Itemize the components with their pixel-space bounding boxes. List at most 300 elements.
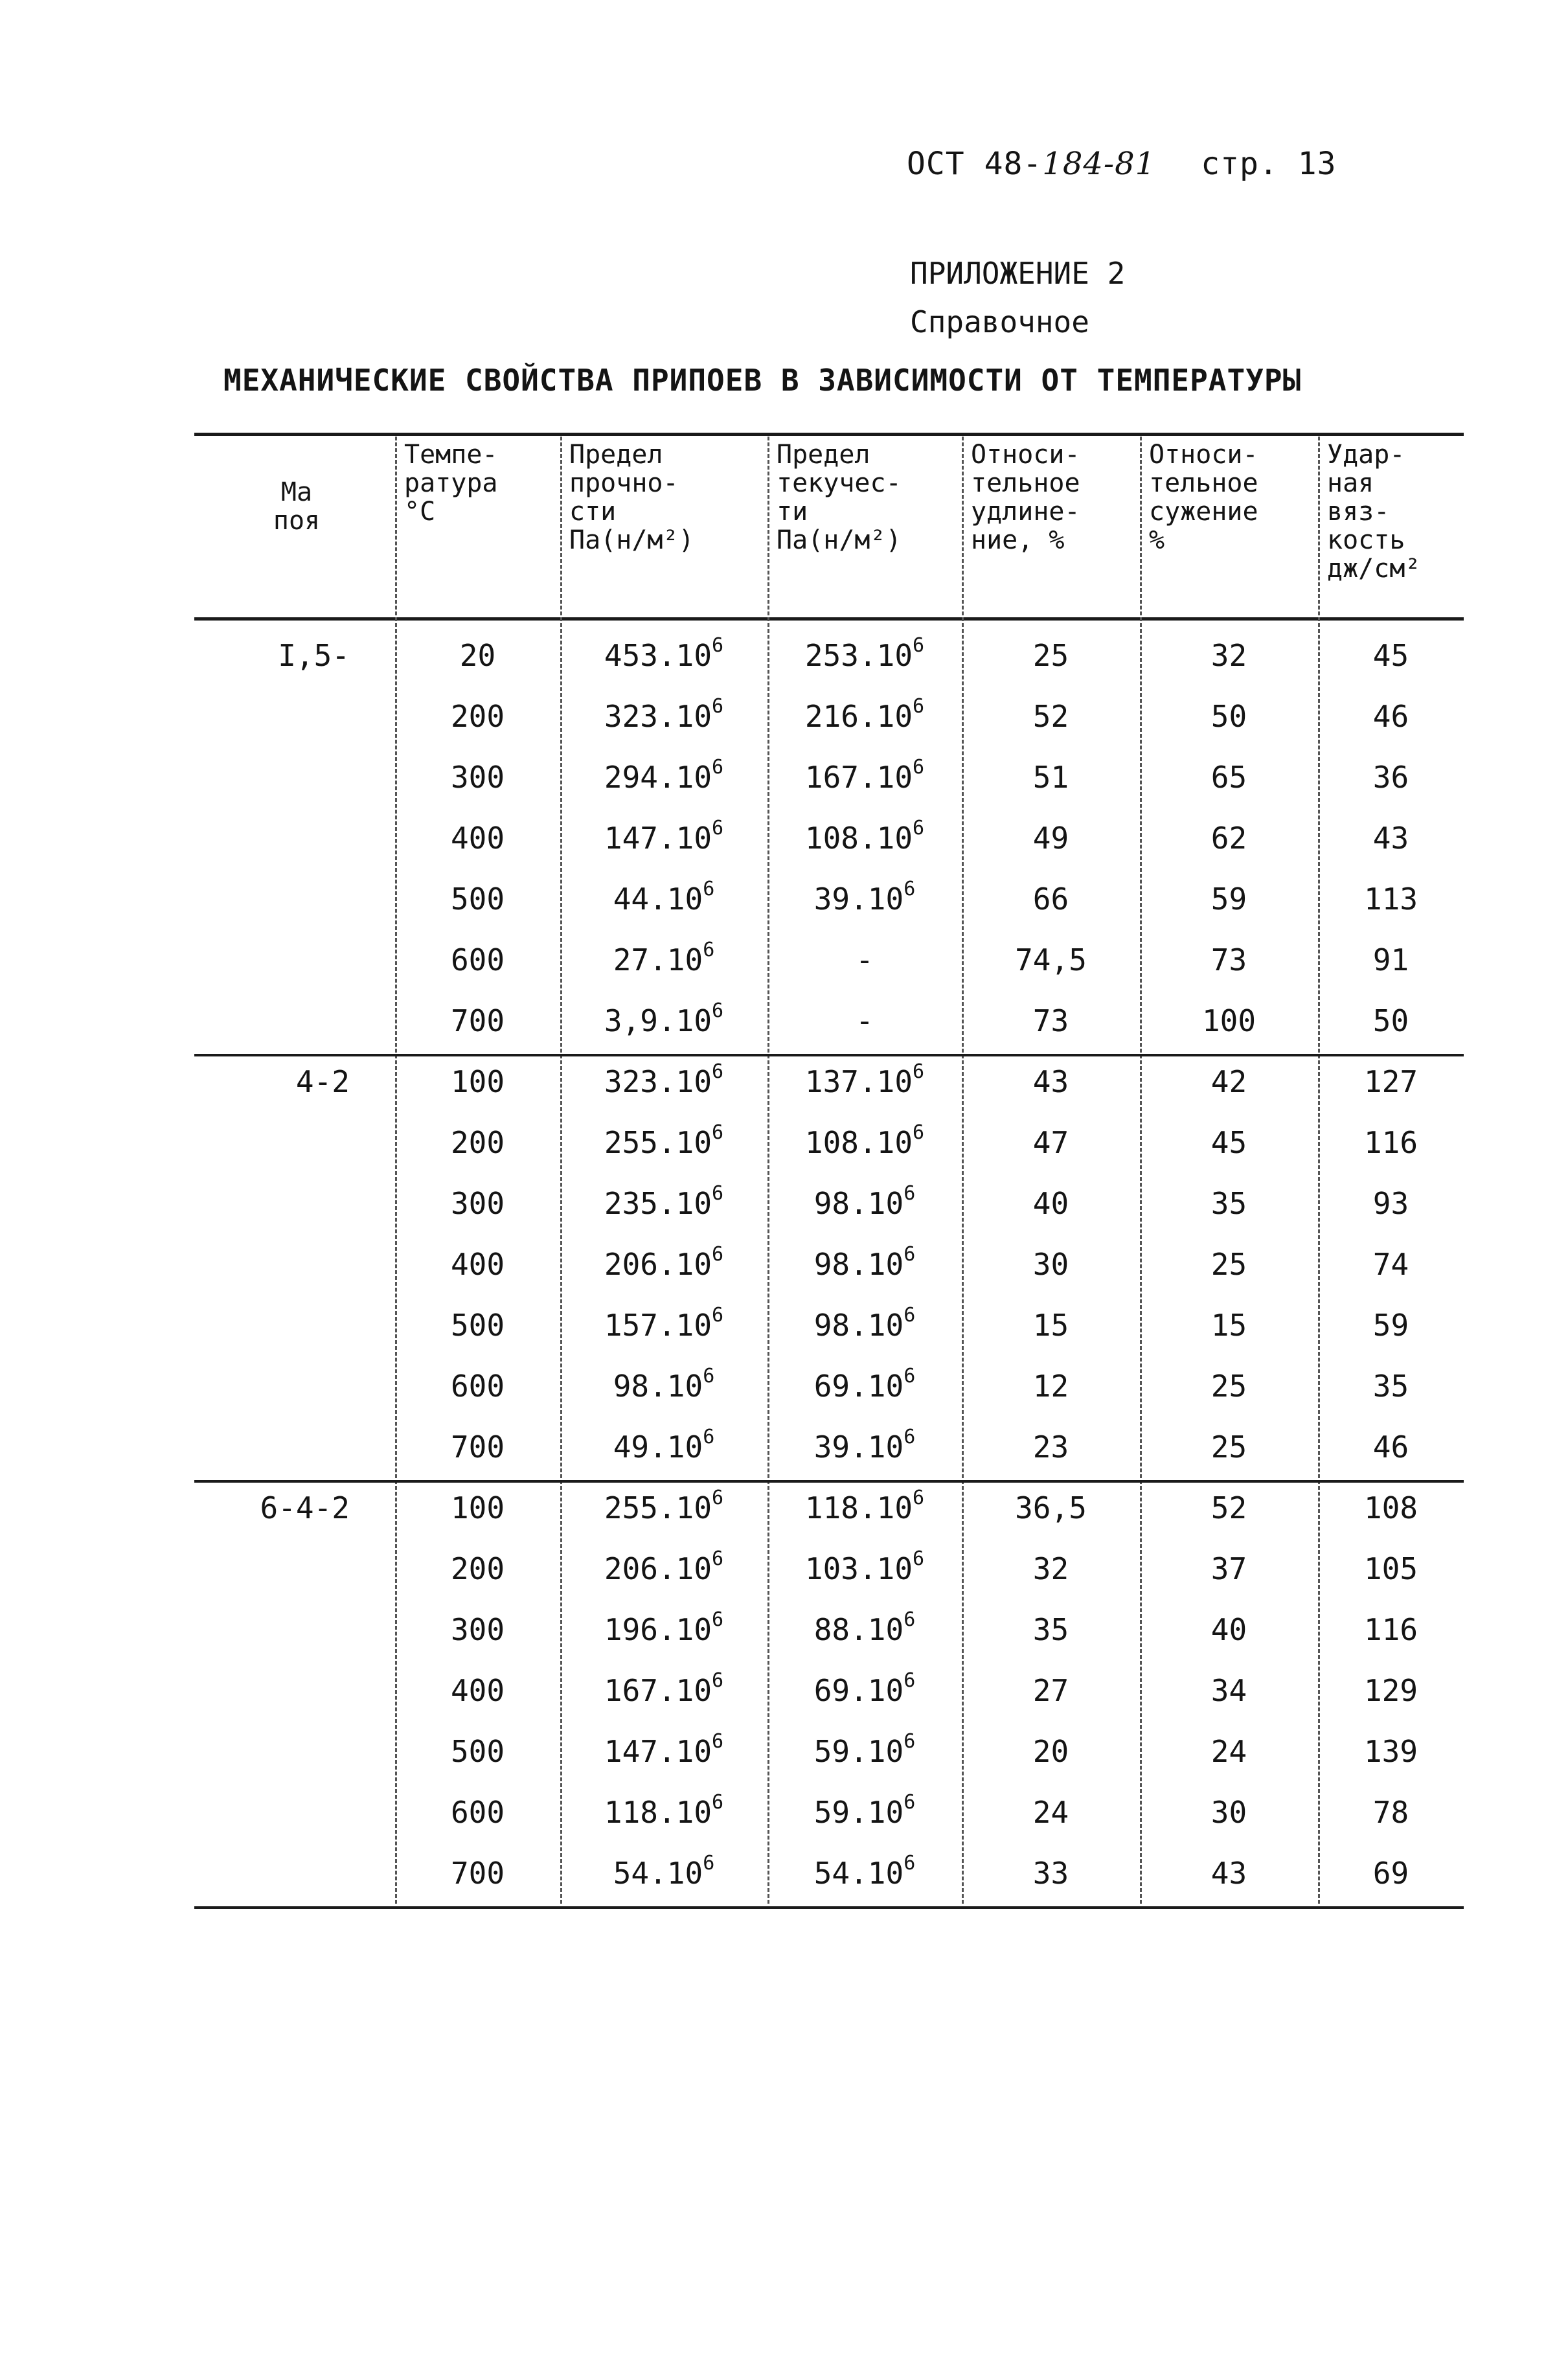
- column-header: [971, 440, 1135, 554]
- strength-cell: [560, 1782, 767, 1843]
- yield-cell: [767, 990, 962, 1051]
- impact-toughness-cell-value: 35: [1372, 1369, 1409, 1404]
- strength-cell: [560, 1417, 767, 1477]
- impact-toughness-cell-value: 74: [1372, 1247, 1409, 1282]
- elongation-cell-value: 27: [1032, 1673, 1069, 1708]
- strength-cell: [560, 808, 767, 869]
- strength-cell-value: 3,9.10: [604, 1003, 712, 1038]
- yield-cell: [767, 1660, 962, 1721]
- contraction-cell-value: 100: [1201, 1003, 1256, 1038]
- column-header-line: поя: [273, 506, 321, 536]
- temperature-cell-value: 400: [450, 821, 505, 856]
- yield-cell: [767, 1112, 962, 1173]
- appendix-label: ПРИЛОЖЕНИЕ 2: [910, 256, 1126, 291]
- column-header-line: Па(н/м²): [569, 525, 694, 555]
- contraction-cell: [1140, 808, 1318, 869]
- temperature-cell-value: 20: [459, 638, 496, 673]
- yield-cell-value: 54.10: [813, 1856, 904, 1891]
- impact-toughness-cell-value: 59: [1372, 1308, 1409, 1343]
- temperature-cell: [395, 625, 560, 686]
- yield-cell-value: 167.10: [804, 760, 913, 795]
- contraction-cell: [1140, 625, 1318, 686]
- temperature-cell: [395, 686, 560, 747]
- impact-toughness-cell: [1318, 929, 1464, 990]
- impact-toughness-cell: [1318, 1417, 1464, 1477]
- impact-toughness-cell-value: 116: [1363, 1125, 1418, 1160]
- yield-cell: [767, 1417, 962, 1477]
- temperature-cell: [395, 869, 560, 929]
- strength-cell: [560, 1356, 767, 1417]
- elongation-cell: [962, 1417, 1140, 1477]
- contraction-cell-value: 42: [1210, 1064, 1247, 1099]
- temperature-cell-value: 300: [450, 1186, 505, 1221]
- elongation-cell: [962, 1234, 1140, 1295]
- temperature-cell: [395, 1477, 560, 1538]
- column-header-line: ние, %: [971, 525, 1065, 555]
- temperature-cell-value: 200: [450, 1551, 505, 1586]
- strength-cell: [560, 1295, 767, 1356]
- temperature-cell: [395, 1417, 560, 1477]
- exponent: 6: [703, 1426, 715, 1448]
- impact-toughness-cell-value: 108: [1363, 1490, 1418, 1525]
- temperature-cell: [395, 990, 560, 1051]
- elongation-cell: [962, 1112, 1140, 1173]
- column-header-line: %: [1149, 525, 1165, 555]
- column-header-line: удлине-: [971, 497, 1080, 527]
- impact-toughness-cell-value: 93: [1372, 1186, 1409, 1221]
- elongation-cell-value: 25: [1032, 638, 1069, 673]
- exponent: 6: [913, 634, 925, 657]
- strength-cell: [560, 686, 767, 747]
- temperature-cell-value: 200: [450, 1125, 505, 1160]
- elongation-cell-value: 12: [1032, 1369, 1069, 1404]
- temperature-cell-value: 700: [450, 1856, 505, 1891]
- contraction-cell: [1140, 1599, 1318, 1660]
- strength-cell: [560, 990, 767, 1051]
- column-header: [1149, 440, 1313, 554]
- exponent: 6: [903, 1730, 916, 1753]
- exponent: 6: [913, 695, 925, 718]
- strength-cell: [560, 1173, 767, 1234]
- temperature-cell-value: 300: [450, 1612, 505, 1647]
- strength-cell: [560, 1721, 767, 1782]
- impact-toughness-cell: [1318, 1538, 1464, 1599]
- strength-cell: [560, 1234, 767, 1295]
- column-header-line: Предел: [777, 440, 870, 470]
- strength-cell-value: 255.10: [604, 1490, 712, 1525]
- elongation-cell-value: 36,5: [1015, 1490, 1087, 1525]
- exponent: 6: [712, 1791, 724, 1814]
- impact-toughness-cell: [1318, 1173, 1464, 1234]
- alloy-name: 6-4-2: [260, 1490, 350, 1525]
- elongation-cell: [962, 747, 1140, 808]
- contraction-cell-value: 37: [1210, 1551, 1247, 1586]
- strength-cell-value: 294.10: [604, 760, 712, 795]
- temperature-cell: [395, 1356, 560, 1417]
- yield-cell-value: 98.10: [813, 1308, 904, 1343]
- yield-cell: [767, 1173, 962, 1234]
- header-rule: [194, 617, 1464, 621]
- temperature-cell-value: 700: [450, 1003, 505, 1038]
- yield-cell-value: 98.10: [813, 1186, 904, 1221]
- impact-toughness-cell-value: 46: [1372, 1430, 1409, 1465]
- column-header: [203, 478, 390, 535]
- exponent: 6: [703, 878, 715, 900]
- contraction-cell: [1140, 1295, 1318, 1356]
- yield-cell: [767, 625, 962, 686]
- contraction-cell-value: 62: [1210, 821, 1247, 856]
- elongation-cell: [962, 1599, 1140, 1660]
- yield-cell-value: 39.10: [813, 1430, 904, 1465]
- strength-cell-value: 323.10: [604, 1064, 712, 1099]
- exponent: 6: [913, 1121, 925, 1144]
- strength-cell-value: 157.10: [604, 1308, 712, 1343]
- column-header-line: ти: [777, 497, 808, 527]
- column-header-line: Предел: [569, 440, 663, 470]
- exponent: 6: [903, 1182, 916, 1205]
- temperature-cell: [395, 1782, 560, 1843]
- strength-cell-value: 147.10: [604, 821, 712, 856]
- contraction-cell-value: 43: [1210, 1856, 1247, 1891]
- impact-toughness-cell-value: 69: [1372, 1856, 1409, 1891]
- impact-toughness-cell-value: 116: [1363, 1612, 1418, 1647]
- column-header-line: ная: [1327, 468, 1374, 498]
- column-header-line: вяз-: [1327, 497, 1390, 527]
- elongation-cell: [962, 1843, 1140, 1904]
- column-header-line: сти: [569, 497, 617, 527]
- contraction-cell: [1140, 747, 1318, 808]
- reference-label: Справочное: [910, 304, 1089, 339]
- impact-toughness-cell-value: 105: [1363, 1551, 1418, 1586]
- exponent: 6: [712, 1487, 724, 1509]
- exponent: 6: [712, 634, 724, 657]
- strength-cell-value: 49.10: [613, 1430, 703, 1465]
- strength-cell: [560, 747, 767, 808]
- contraction-cell: [1140, 1234, 1318, 1295]
- column-header-line: Относи-: [971, 440, 1080, 470]
- temperature-cell-value: 500: [450, 1734, 505, 1769]
- yield-cell: [767, 1599, 962, 1660]
- impact-toughness-cell-value: 36: [1372, 760, 1409, 795]
- contraction-cell: [1140, 929, 1318, 990]
- exponent: 6: [903, 1608, 916, 1631]
- column-header-line: кость: [1327, 525, 1405, 555]
- column-header-line: тельное: [971, 468, 1080, 498]
- strength-cell-value: 235.10: [604, 1186, 712, 1221]
- temperature-cell-value: 600: [450, 1369, 505, 1404]
- contraction-cell: [1140, 1112, 1318, 1173]
- group-rule: [194, 1906, 1464, 1909]
- exponent: 6: [712, 1121, 724, 1144]
- elongation-cell-value: 33: [1032, 1856, 1069, 1891]
- column-header: [1327, 440, 1459, 583]
- column-header-line: Удар-: [1327, 440, 1405, 470]
- contraction-cell: [1140, 1721, 1318, 1782]
- exponent: 6: [712, 695, 724, 718]
- exponent: 6: [712, 1304, 724, 1327]
- elongation-cell-value: 66: [1032, 882, 1069, 917]
- exponent: 6: [903, 878, 916, 900]
- elongation-cell: [962, 1051, 1140, 1112]
- impact-toughness-cell-value: 46: [1372, 699, 1409, 734]
- impact-toughness-cell: [1318, 1782, 1464, 1843]
- temperature-cell: [395, 929, 560, 990]
- yield-cell-value: 108.10: [804, 821, 913, 856]
- yield-cell-value: 88.10: [813, 1612, 904, 1647]
- elongation-cell-value: 40: [1032, 1186, 1069, 1221]
- strength-cell-value: 255.10: [604, 1125, 712, 1160]
- elongation-cell: [962, 1477, 1140, 1538]
- contraction-cell-value: 35: [1210, 1186, 1247, 1221]
- strength-cell-value: 196.10: [604, 1612, 712, 1647]
- exponent: 6: [903, 1365, 916, 1387]
- strength-cell-value: 54.10: [613, 1856, 703, 1891]
- impact-toughness-cell: [1318, 1295, 1464, 1356]
- temperature-cell: [395, 808, 560, 869]
- column-header-line: сужение: [1149, 497, 1258, 527]
- contraction-cell: [1140, 1477, 1318, 1538]
- yield-cell-value: -: [856, 942, 874, 977]
- temperature-cell: [395, 1051, 560, 1112]
- temperature-cell: [395, 1295, 560, 1356]
- temperature-cell: [395, 747, 560, 808]
- elongation-cell-value: 30: [1032, 1247, 1069, 1282]
- impact-toughness-cell: [1318, 686, 1464, 747]
- yield-cell-value: 103.10: [804, 1551, 913, 1586]
- exponent: 6: [712, 756, 724, 779]
- exponent: 6: [903, 1791, 916, 1814]
- column-header-line: прочно-: [569, 468, 679, 498]
- yield-cell: [767, 1782, 962, 1843]
- elongation-cell: [962, 1295, 1140, 1356]
- impact-toughness-cell: [1318, 625, 1464, 686]
- contraction-cell-value: 50: [1210, 699, 1247, 734]
- elongation-cell-value: 74,5: [1015, 942, 1087, 977]
- impact-toughness-cell: [1318, 1843, 1464, 1904]
- contraction-cell-value: 40: [1210, 1612, 1247, 1647]
- elongation-cell: [962, 869, 1140, 929]
- strength-cell: [560, 1843, 767, 1904]
- exponent: 6: [703, 1852, 715, 1875]
- exponent: 6: [712, 817, 724, 839]
- column-header-line: Темпе-: [404, 440, 498, 470]
- yield-cell-value: 108.10: [804, 1125, 913, 1160]
- yield-cell-value: 69.10: [813, 1673, 904, 1708]
- elongation-cell-value: 35: [1032, 1612, 1069, 1647]
- impact-toughness-cell: [1318, 990, 1464, 1051]
- column-header: [404, 440, 555, 526]
- temperature-cell: [395, 1538, 560, 1599]
- exponent: 6: [903, 1304, 916, 1327]
- contraction-cell-value: 59: [1210, 882, 1247, 917]
- strength-cell-value: 44.10: [613, 882, 703, 917]
- strength-cell: [560, 1477, 767, 1538]
- impact-toughness-cell-value: 43: [1372, 821, 1409, 856]
- exponent: 6: [712, 999, 724, 1022]
- column-header: [569, 440, 762, 554]
- exponent: 6: [712, 1182, 724, 1205]
- exponent: 6: [903, 1669, 916, 1692]
- impact-toughness-cell: [1318, 1112, 1464, 1173]
- yield-cell-value: 118.10: [804, 1490, 913, 1525]
- elongation-cell: [962, 929, 1140, 990]
- contraction-cell: [1140, 1173, 1318, 1234]
- strength-cell: [560, 929, 767, 990]
- column-header-line: Относи-: [1149, 440, 1258, 470]
- column-header-line: Ма: [280, 477, 313, 507]
- strength-cell: [560, 1051, 767, 1112]
- strength-cell-value: 167.10: [604, 1673, 712, 1708]
- elongation-cell-value: 15: [1032, 1308, 1069, 1343]
- elongation-cell-value: 51: [1032, 760, 1069, 795]
- contraction-cell-value: 24: [1210, 1734, 1247, 1769]
- page-header: [907, 146, 1337, 182]
- contraction-cell: [1140, 1538, 1318, 1599]
- elongation-cell: [962, 1782, 1140, 1843]
- exponent: 6: [712, 1060, 724, 1083]
- column-header-line: тельное: [1149, 468, 1258, 498]
- impact-toughness-cell: [1318, 1477, 1464, 1538]
- contraction-cell: [1140, 1356, 1318, 1417]
- elongation-cell: [962, 1538, 1140, 1599]
- temperature-cell: [395, 1721, 560, 1782]
- elongation-cell: [962, 808, 1140, 869]
- yield-cell: [767, 747, 962, 808]
- impact-toughness-cell-value: 91: [1372, 942, 1409, 977]
- alloy-name: 4-2: [295, 1064, 350, 1099]
- top-rule: [194, 433, 1464, 436]
- contraction-cell-value: 25: [1210, 1247, 1247, 1282]
- contraction-cell-value: 25: [1210, 1369, 1247, 1404]
- elongation-cell-value: 73: [1032, 1003, 1069, 1038]
- column-header: [777, 440, 957, 554]
- temperature-cell-value: 300: [450, 760, 505, 795]
- elongation-cell-value: 24: [1032, 1795, 1069, 1830]
- yield-cell: [767, 1477, 962, 1538]
- strength-cell: [560, 1112, 767, 1173]
- temperature-cell-value: 500: [450, 882, 505, 917]
- yield-cell-value: 137.10: [804, 1064, 913, 1099]
- exponent: 6: [712, 1730, 724, 1753]
- exponent: 6: [712, 1243, 724, 1266]
- yield-cell: [767, 1538, 962, 1599]
- impact-toughness-cell-value: 45: [1372, 638, 1409, 673]
- yield-cell-value: 39.10: [813, 882, 904, 917]
- strength-cell-value: 206.10: [604, 1247, 712, 1282]
- impact-toughness-cell-value: 50: [1372, 1003, 1409, 1038]
- impact-toughness-cell-value: 113: [1363, 882, 1418, 917]
- impact-toughness-cell-value: 139: [1363, 1734, 1418, 1769]
- elongation-cell: [962, 1173, 1140, 1234]
- temperature-cell: [395, 1234, 560, 1295]
- yield-cell: [767, 929, 962, 990]
- contraction-cell: [1140, 686, 1318, 747]
- impact-toughness-cell-value: 78: [1372, 1795, 1409, 1830]
- standard-code: ОСТ 48-: [907, 146, 1043, 182]
- strength-cell-value: 98.10: [613, 1369, 703, 1404]
- contraction-cell: [1140, 1843, 1318, 1904]
- yield-cell-value: 253.10: [804, 638, 913, 673]
- elongation-cell: [962, 1721, 1140, 1782]
- elongation-cell-value: 49: [1032, 821, 1069, 856]
- elongation-cell-value: 43: [1032, 1064, 1069, 1099]
- temperature-cell-value: 200: [450, 699, 505, 734]
- impact-toughness-cell: [1318, 1721, 1464, 1782]
- yield-cell: [767, 686, 962, 747]
- column-header-line: дж/см²: [1327, 554, 1421, 584]
- contraction-cell: [1140, 1051, 1318, 1112]
- temperature-cell-value: 400: [450, 1247, 505, 1282]
- strength-cell-value: 453.10: [604, 638, 712, 673]
- elongation-cell: [962, 1660, 1140, 1721]
- elongation-cell: [962, 625, 1140, 686]
- strength-cell-value: 27.10: [613, 942, 703, 977]
- yield-cell-value: 69.10: [813, 1369, 904, 1404]
- column-header-line: Па(н/м²): [777, 525, 902, 555]
- temperature-cell-value: 600: [450, 1795, 505, 1830]
- yield-cell: [767, 1234, 962, 1295]
- exponent: 6: [903, 1426, 916, 1448]
- yield-cell-value: 59.10: [813, 1795, 904, 1830]
- elongation-cell: [962, 686, 1140, 747]
- contraction-cell-value: 52: [1210, 1490, 1247, 1525]
- exponent: 6: [712, 1608, 724, 1631]
- strength-cell-value: 323.10: [604, 699, 712, 734]
- impact-toughness-cell: [1318, 1356, 1464, 1417]
- elongation-cell-value: 32: [1032, 1551, 1069, 1586]
- exponent: 6: [913, 1487, 925, 1509]
- strength-cell: [560, 1538, 767, 1599]
- page-number: стр. 13: [1201, 146, 1337, 182]
- strength-cell: [560, 625, 767, 686]
- strength-cell-value: 118.10: [604, 1795, 712, 1830]
- yield-cell: [767, 869, 962, 929]
- strength-cell: [560, 869, 767, 929]
- exponent: 6: [712, 1669, 724, 1692]
- exponent: 6: [712, 1547, 724, 1570]
- alloy-name: I,5-: [278, 638, 350, 673]
- yield-cell: [767, 1843, 962, 1904]
- yield-cell: [767, 1721, 962, 1782]
- elongation-cell-value: 20: [1032, 1734, 1069, 1769]
- exponent: 6: [913, 817, 925, 839]
- elongation-cell-value: 52: [1032, 699, 1069, 734]
- impact-toughness-cell: [1318, 808, 1464, 869]
- yield-cell: [767, 1356, 962, 1417]
- standard-number: 184-81: [1042, 146, 1156, 182]
- exponent: 6: [903, 1243, 916, 1266]
- temperature-cell-value: 100: [450, 1490, 505, 1525]
- contraction-cell-value: 15: [1210, 1308, 1247, 1343]
- temperature-cell: [395, 1843, 560, 1904]
- contraction-cell-value: 25: [1210, 1430, 1247, 1465]
- impact-toughness-cell: [1318, 1599, 1464, 1660]
- contraction-cell: [1140, 990, 1318, 1051]
- elongation-cell-value: 23: [1032, 1430, 1069, 1465]
- exponent: 6: [703, 1365, 715, 1387]
- temperature-cell: [395, 1660, 560, 1721]
- temperature-cell: [395, 1112, 560, 1173]
- exponent: 6: [913, 1547, 925, 1570]
- elongation-cell: [962, 1356, 1140, 1417]
- contraction-cell: [1140, 1782, 1318, 1843]
- yield-cell-value: 216.10: [804, 699, 913, 734]
- column-header-line: текучес-: [777, 468, 902, 498]
- column-header-line: ратура: [404, 468, 498, 498]
- temperature-cell-value: 400: [450, 1673, 505, 1708]
- exponent: 6: [703, 939, 715, 961]
- exponent: 6: [913, 756, 925, 779]
